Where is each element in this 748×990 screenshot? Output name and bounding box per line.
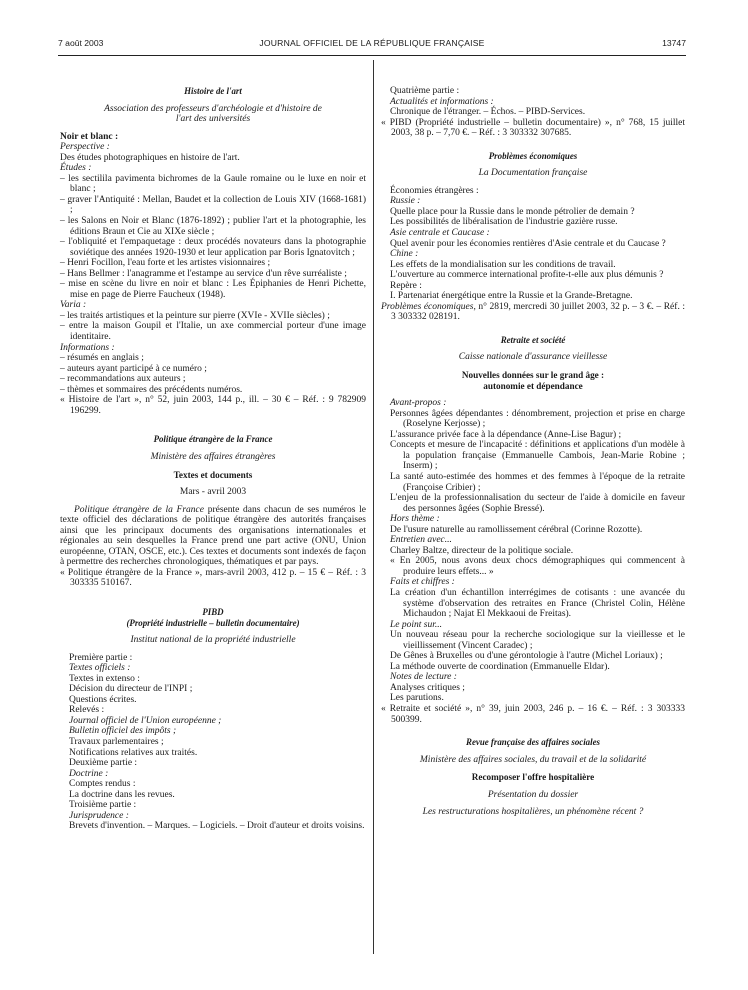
content-line: Les parutions. <box>390 693 444 704</box>
rubric-label: Entretien avec... <box>390 535 452 546</box>
content-line: « En 2005, nous avons deux chocs démographiques qui commencent à produire leurs effets... » <box>390 556 685 577</box>
dash-marker: – <box>60 194 68 205</box>
right-column <box>381 86 685 818</box>
list-item <box>60 321 366 343</box>
page-number: 13747 <box>662 38 686 48</box>
reference-line: « PIBD (Propriété industrielle – bulletin documentaire) », n° 768, 15 juillet 2003, 38 p. – 7,70 €. – Réf. : 3 303332 307685. <box>381 117 685 139</box>
content-line: Textes in extenso : <box>69 673 140 684</box>
informations-list <box>60 353 366 395</box>
section-title-retraite: Retraite et société <box>500 334 566 345</box>
rubric-label: Varia : <box>60 300 87 311</box>
content-line: Première partie : <box>69 652 133 663</box>
reference-line: « Histoire de l'art », n° 52, juin 2003, 144 p., ill. – 30 € – Réf. : 9 782909 196299. <box>60 395 366 416</box>
list-item-text: Henri Focillon, l'eau forte et les artistes visionnaires ; <box>67 258 271 269</box>
rubric-label: Chine : <box>390 249 419 260</box>
rubric-label: Asie centrale et Caucase : <box>390 228 490 239</box>
dash-marker: – <box>60 310 68 321</box>
publication-name: Problèmes économiques <box>381 301 474 312</box>
list-item-text: graver l'Antiquité : Mellan, Baudet et la collection de Louis XIV (1668-1681) ; <box>67 194 367 216</box>
content-line: L'enjeu de la professionnalisation du secteur de l'aide à domicile en faveur des personnes âgées (Sophie Bressé). <box>390 493 685 514</box>
dossier-presentation: Présentation du dossier <box>487 789 579 800</box>
content-line: Comptes rendus : <box>69 779 136 790</box>
rubric-text: Des études photographiques en histoire de l'art. <box>60 152 240 163</box>
list-item <box>60 237 366 258</box>
reference-line: « Politique étrangère de la France », mars-avril 2003, 412 p. – 15 € – Réf. : 3 303335 510167. <box>60 567 366 589</box>
content-line: Troisième partie : <box>69 800 137 811</box>
problemes-contents <box>381 186 685 302</box>
page-header <box>58 38 686 52</box>
etudes-list <box>60 174 366 301</box>
description-text: présente dans chacun de ses numéros le texte officiel des déclarations de politique étrangère des autorités françaises ainsi que les principaux documents des organisations internationales et régionales au sein desquelles la France prend une part active (ONU, Union européenne, OTAN, OSCE, etc.). Ces textes et documents sont indexés de façon à permettre des recherches chronologiques, thématiques et par pays. <box>60 504 366 568</box>
dash-marker: – <box>60 321 69 332</box>
rubric-label: Faits et chiffres : <box>390 577 455 588</box>
reference-text: , n° 2819, mercredi 30 juillet 2003, 32 p. – 3 €. – Réf. : 3 303332 028191. <box>391 301 686 323</box>
content-line: De l'usure naturelle au ramollissement cérébral (Corinne Rozotte). <box>390 524 643 535</box>
content-line: Brevets d'invention. – Marques. – Logiciels. – Droit d'auteur et droits voisins. <box>69 821 365 832</box>
publication-name: Politique étrangère de la France <box>74 504 204 515</box>
issue-heading: Nouvelles données sur le grand âge : <box>461 370 605 381</box>
content-line: La création d'un échantillon interrégimes de cotisants : une avancée du système d'observation des retraites en France (Christel Colin, Hélène Michaudon ; Najat El Mekkaoui de Freitas). <box>390 587 685 620</box>
dash-marker: – <box>60 216 68 227</box>
article-title: Les restructurations hospitalières, un phénomène récent ? <box>422 807 644 818</box>
rubric-label: Jurisprudence : <box>69 810 129 821</box>
column-divider <box>373 60 374 954</box>
issue-heading: Noir et blanc : <box>60 131 119 142</box>
content-line: Personnes âgées dépendantes : dénombrement, projection et prise en charge (Roselyne Kerjosse) ; <box>390 408 685 430</box>
content-line: La doctrine dans les revues. <box>69 789 175 800</box>
content-line: Analyses critiques ; <box>390 682 465 693</box>
list-item-text: Hans Bellmer : l'anagramme et l'estampe au service d'un rêve surréaliste ; <box>67 268 347 279</box>
content-line: Notifications relatives aux traités. <box>69 747 198 758</box>
varia-list <box>60 311 366 343</box>
list-item-text: les Salons en Noir et Blanc (1876-1892) ; publier l'art et la photographie, les éditions Braun et Cie au XIXe siècle ; <box>67 216 366 237</box>
dash-marker: – <box>60 258 68 269</box>
section-publisher: Association des professeurs d'archéologie et d'histoire de l'art des universités <box>104 103 322 125</box>
rubric-label: Notes de lecture : <box>390 672 457 683</box>
section-title-histoire: Histoire de l'art <box>184 86 242 96</box>
rubric-label: Perspective : <box>60 142 110 153</box>
content-line: L'assurance privée face à la dépendance (Anne-Lise Bagur) ; <box>390 429 622 440</box>
rubric-label: Hors thème : <box>390 514 440 525</box>
list-item-text: les traités artistiques et la peinture sur pierre (XVIe - XVIIe siècles) ; <box>67 310 330 321</box>
content-line: Les effets de la mondialisation sur les conditions de travail. <box>390 259 616 270</box>
section-title-politique: Politique étrangère de la France <box>153 434 273 445</box>
reference-line <box>381 301 686 323</box>
rubric-label: Doctrine : <box>69 768 109 779</box>
section-title-problemes: Problèmes économiques <box>488 150 578 161</box>
issue-heading: Recomposer l'offre hospitalière <box>471 772 595 783</box>
list-item-text: l'obliquité et l'empaquetage : deux procédés novateurs dans la photographie soviétique des années 1920-1930 et leur application par Boris Ignatovitch ; <box>68 237 366 258</box>
list-item-text: auteurs ayant participé à ce numéro ; <box>67 363 207 374</box>
content-line: Un nouveau réseau pour la recherche sociologique sur la vieillesse et le vieillissement (Vincent Caradec) ; <box>390 630 685 651</box>
list-item-text: entre la maison Goupil et l'Italie, un axe commercial porteur d'une image identitaire. <box>68 321 366 343</box>
content-line: Les possibilités de libéralisation de l'industrie gazière russe. <box>390 217 618 228</box>
reference-line: « Retraite et société », n° 39, juin 2003, 246 p. – 16 €. – Réf. : 3 303333 500399. <box>381 703 685 725</box>
list-item-text: recommandations aux auteurs ; <box>67 374 186 385</box>
content-line: La santé auto-estimée des hommes et des femmes à l'époque de la retraite (Françoise Cribier) ; <box>390 471 685 493</box>
rubric-label: Russie : <box>390 196 421 207</box>
header-rule <box>58 55 686 56</box>
section-publisher: Institut national de la propriété industrielle <box>130 635 296 646</box>
issue-heading: Textes et documents <box>173 469 253 480</box>
journal-title: JOURNAL OFFICIEL DE LA RÉPUBLIQUE FRANÇAISE <box>259 38 485 48</box>
issue-date: 7 août 2003 <box>58 38 104 48</box>
list-item <box>60 384 366 396</box>
dash-marker: – <box>60 237 69 248</box>
content-line: Deuxième partie : <box>69 758 138 769</box>
dash-marker: – <box>60 268 68 279</box>
dash-marker: – <box>60 279 69 290</box>
pibd-contents-cont <box>381 86 685 118</box>
content-line: Relevés : <box>69 705 105 716</box>
content-line: Quatrième partie : <box>390 86 460 96</box>
retraite-contents <box>381 398 685 704</box>
list-item <box>60 216 366 237</box>
dash-marker: – <box>60 374 68 385</box>
rubric-label: Textes officiels : <box>69 663 131 674</box>
list-item-text: thèmes et sommaires des précédents numéros. <box>67 384 243 395</box>
content-line: L'ouverture au commerce international profite-t-elle aux plus démunis ? <box>390 270 664 281</box>
list-item <box>60 194 367 216</box>
description-paragraph <box>60 505 366 568</box>
content-line: Questions écrites. <box>69 694 137 705</box>
dash-marker: – <box>60 353 68 364</box>
content-line: I. Partenariat énergétique entre la Russie et la Grande-Bretagne. <box>390 291 633 302</box>
section-title-pibd-sub: (Propriété industrielle – bulletin documentaire) <box>126 617 300 628</box>
left-column <box>60 86 366 832</box>
content-line: Travaux parlementaires ; <box>69 736 164 747</box>
section-title-pibd: PIBD <box>202 606 224 617</box>
content-line: Quel avenir pour les économies rentières d'Asie centrale et du Caucase ? <box>390 238 666 249</box>
list-item <box>60 363 366 375</box>
list-item <box>60 374 366 385</box>
content-line: Chronique de l'étranger. – Échos. – PIBD-Services. <box>390 107 586 118</box>
section-publisher: La Documentation française <box>478 168 588 179</box>
list-item <box>60 353 366 364</box>
content-line: Économies étrangères : <box>390 185 479 196</box>
rubric-label: Le point sur... <box>390 619 442 630</box>
section-publisher: Ministère des affaires étrangères <box>150 451 276 462</box>
rubric-label: Bulletin officiel des impôts ; <box>69 726 177 737</box>
rubric-label: Actualités et informations : <box>390 96 494 107</box>
list-item-text: mise en scène du livre en noir et blanc : Les Épiphanies de Henri Pichette, mise en page de Pierre Faucheux (1948). <box>68 279 366 300</box>
content-line: De Gênes à Bruxelles ou d'une gérontologie à l'autre (Michel Loriaux) ; <box>390 651 663 662</box>
issue-date-range: Mars - avril 2003 <box>179 487 247 498</box>
issue-heading-2: autonomie et dépendance <box>483 380 583 391</box>
section-title-revue: Revue française des affaires sociales <box>466 737 600 748</box>
list-item <box>60 258 366 269</box>
list-item-text: les sectilila pavimenta bichromes de la Gaule romaine ou le luxe en noir et blanc ; <box>68 173 366 195</box>
dash-marker: – <box>60 173 69 184</box>
list-item-text: résumés en anglais ; <box>67 353 144 364</box>
list-item <box>60 268 366 280</box>
content-line: Décision du directeur de l'INPI ; <box>69 684 193 695</box>
rubric-label: Études : <box>60 163 92 174</box>
list-item <box>60 310 366 322</box>
dash-marker: – <box>60 384 68 395</box>
content-line: Charley Baltze, directeur de la politique sociale. <box>390 545 574 556</box>
content-line: Repère : <box>390 280 422 291</box>
dash-marker: – <box>60 363 68 374</box>
section-publisher: Ministère des affaires sociales, du travail et de la solidarité <box>419 754 647 765</box>
list-item <box>60 279 366 300</box>
section-publisher: Caisse nationale d'assurance vieillesse <box>458 352 608 363</box>
pibd-contents <box>60 653 366 832</box>
content-line: Quelle place pour la Russie dans le monde pétrolier de demain ? <box>390 206 635 217</box>
rubric-label: Journal officiel de l'Union européenne ; <box>69 715 222 726</box>
content-line: La méthode ouverte de coordination (Emmanuelle Eldar). <box>390 661 610 672</box>
rubric-label: Avant-propos : <box>390 398 447 409</box>
content-line: Concepts et mesure de l'incapacité : définitions et applications d'un modèle à la population française (Emmanuelle Cambois, Jean-Marie Robine ; Inserm) ; <box>390 440 685 472</box>
rubric-label: Informations : <box>60 342 115 353</box>
list-item <box>60 173 366 195</box>
